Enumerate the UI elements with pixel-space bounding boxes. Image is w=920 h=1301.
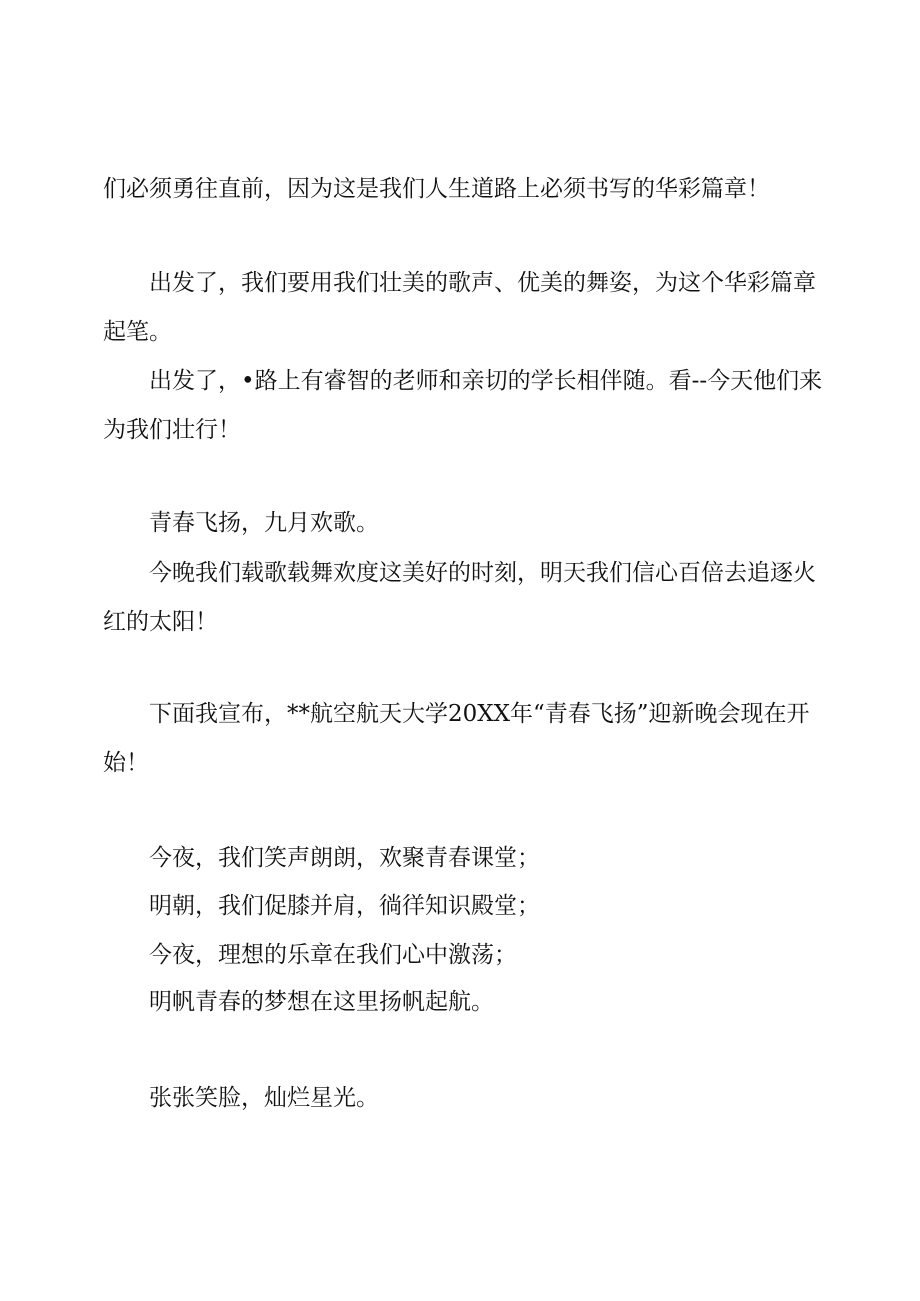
paragraph-6: 下面我宣布，**航空航天大学20XX年“青春飞扬”迎新晚会现在开始！ [103, 701, 810, 776]
paragraph-7: 今夜，我们笑声朗朗，欢聚青春课堂； [149, 845, 540, 871]
paragraph-5: 今晚我们载歌载舞欢度这美好的时刻，明天我们信心百倍去追逐火红的太阳！ [103, 560, 816, 635]
paragraph-1: 们必须勇往直前，因为这是我们人生道路上必须书写的华彩篇章！ [103, 176, 770, 202]
paragraph-2: 出发了，我们要用我们壮美的歌声、优美的舞姿，为这个华彩篇章起笔。 [103, 270, 816, 345]
paragraph-10: 明帆青春的梦想在这里扬帆起航。 [149, 989, 494, 1015]
paragraph-3: 出发了，•路上有睿智的老师和亲切的学长相伴随。看--今天他们来为我们壮行！ [103, 368, 823, 443]
paragraph-4: 青春飞扬，九月欢歌。 [149, 510, 379, 536]
paragraph-9: 今夜，理想的乐章在我们心中激荡； [149, 942, 517, 968]
paragraph-11: 张张笑脸，灿烂星光。 [149, 1085, 379, 1111]
paragraph-8: 明朝，我们促膝并肩，徜徉知识殿堂； [149, 893, 540, 919]
